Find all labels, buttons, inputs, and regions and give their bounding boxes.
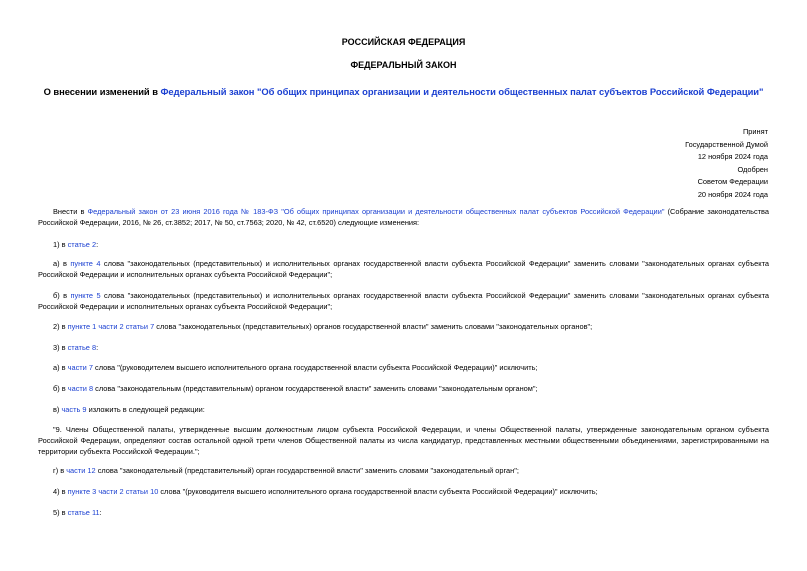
- approved-date: 20 ноября 2024 года: [697, 189, 768, 199]
- adopted-by: Государственной Думой: [685, 139, 768, 149]
- paragraph-item-3b: б) в части 8 слова "законодательным (представительным) органом государственной власти" заменить словами "законодательным органом";: [53, 384, 538, 393]
- part-12-link[interactable]: части 12: [66, 466, 96, 475]
- article-8-link[interactable]: статье 8: [67, 343, 97, 352]
- paragraph-item-1b: б) в пункте 5 слова "законодательных (представительных) и исполнительных органах государственной власти субъекта Российской Федерации" заменить словами "законодательных органах субъекта Российской Федерации и исполнительных органах субъекта Российской Федерации";: [38, 291, 769, 311]
- paragraph-item-4: 4) в пункте 3 части 2 статьи 10 слова "(руководителя высшего исполнительного органа государственной власти субъекта Российской Федерации)" исключить;: [53, 487, 598, 496]
- paragraph-quote-part-9: "9. Члены Общественной палаты, утвержденные высшим должностным лицом субъекта Российской Федерации, и члены Общественной палаты, утвержденные законодательным органом субъекта Российской Федерации, определяют состав остальной одной трети членов Общественной палаты из числа кандидатур, представленных местными общественными объединениями, зарегистрированными на территории субъекта Российской Федерации.";: [38, 425, 769, 456]
- country-heading: РОССИЙСКАЯ ФЕДЕРАЦИЯ: [341, 37, 466, 47]
- paragraph-item-2: 2) в пункте 1 части 2 статьи 7 слова "законодательных (представительных) органов государственной власти" заменить словами "законодательных органов";: [53, 322, 593, 331]
- law-title: [0, 86, 807, 97]
- paragraph-item-1a: а) в пункте 4 слова "законодательных (представительных) и исполнительных органах государственной власти субъекта Российской Федерации" заменить словами "законодательных органах субъекта Российской Федерации и исполнительных органах субъекта Российской Федерации";: [38, 259, 769, 279]
- part-7-link[interactable]: части 7: [67, 363, 93, 372]
- adoption-block: [568, 126, 768, 202]
- paragraph-item-5: 5) в статье 11:: [53, 508, 102, 517]
- law-reference-link[interactable]: Федеральный закон от 23 июня 2016 года № 183-ФЗ "Об общих принципах организации и деятельности общественных палат субъектов Российской Федерации": [87, 207, 665, 216]
- paragraph-item-3g: г) в части 12 слова "законодательный (представительный) орган государственной власти" заменить словами "законодательный орган";: [53, 466, 519, 475]
- approved-label: Одобрен: [737, 164, 768, 174]
- law-title-link[interactable]: Федеральный закон "Об общих принципах организации и деятельности общественных палат субъектов Российской Федерации": [160, 86, 764, 97]
- law-title-prefix: О внесении изменений в: [43, 86, 161, 97]
- article-11-link[interactable]: статье 11: [67, 508, 100, 517]
- article-2-link[interactable]: статье 2: [67, 240, 97, 249]
- point-5-link[interactable]: пункте 5: [70, 291, 101, 300]
- paragraph-intro: Внести в Федеральный закон от 23 июня 2016 года № 183-ФЗ "Об общих принципах организации и деятельности общественных палат субъектов Российской Федерации" (Собрание законодательства Российской Федерации, 2016, № 26, ст.3852; 2017, № 50, ст.7563; 2020, № 42, ст.6520) следующие изменения:: [38, 207, 769, 227]
- law-type-heading: ФЕДЕРАЛЬНЫЙ ЗАКОН: [350, 60, 457, 70]
- adopted-label: Принят: [742, 127, 768, 136]
- approved-by: Советом Федерации: [697, 177, 768, 187]
- point-4-link[interactable]: пункте 4: [70, 259, 101, 268]
- part-8-link[interactable]: части 8: [67, 384, 94, 393]
- article-7-link[interactable]: пункте 1 части 2 статьи 7: [67, 322, 155, 331]
- article-10-link[interactable]: пункте 3 части 2 статьи 10: [67, 487, 159, 496]
- paragraph-item-3v: в) часть 9 изложить в следующей редакции:: [53, 405, 205, 414]
- part-9-link[interactable]: часть 9: [61, 405, 87, 414]
- paragraph-item-1: 1) в статье 2:: [53, 240, 99, 249]
- paragraph-item-3: 3) в статье 8:: [53, 343, 99, 352]
- paragraph-item-3a: а) в части 7 слова "(руководителем высшего исполнительного органа государственной власти субъекта Российской Федерации)" исключить;: [53, 363, 538, 372]
- adopted-date: 12 ноября 2024 года: [697, 152, 768, 162]
